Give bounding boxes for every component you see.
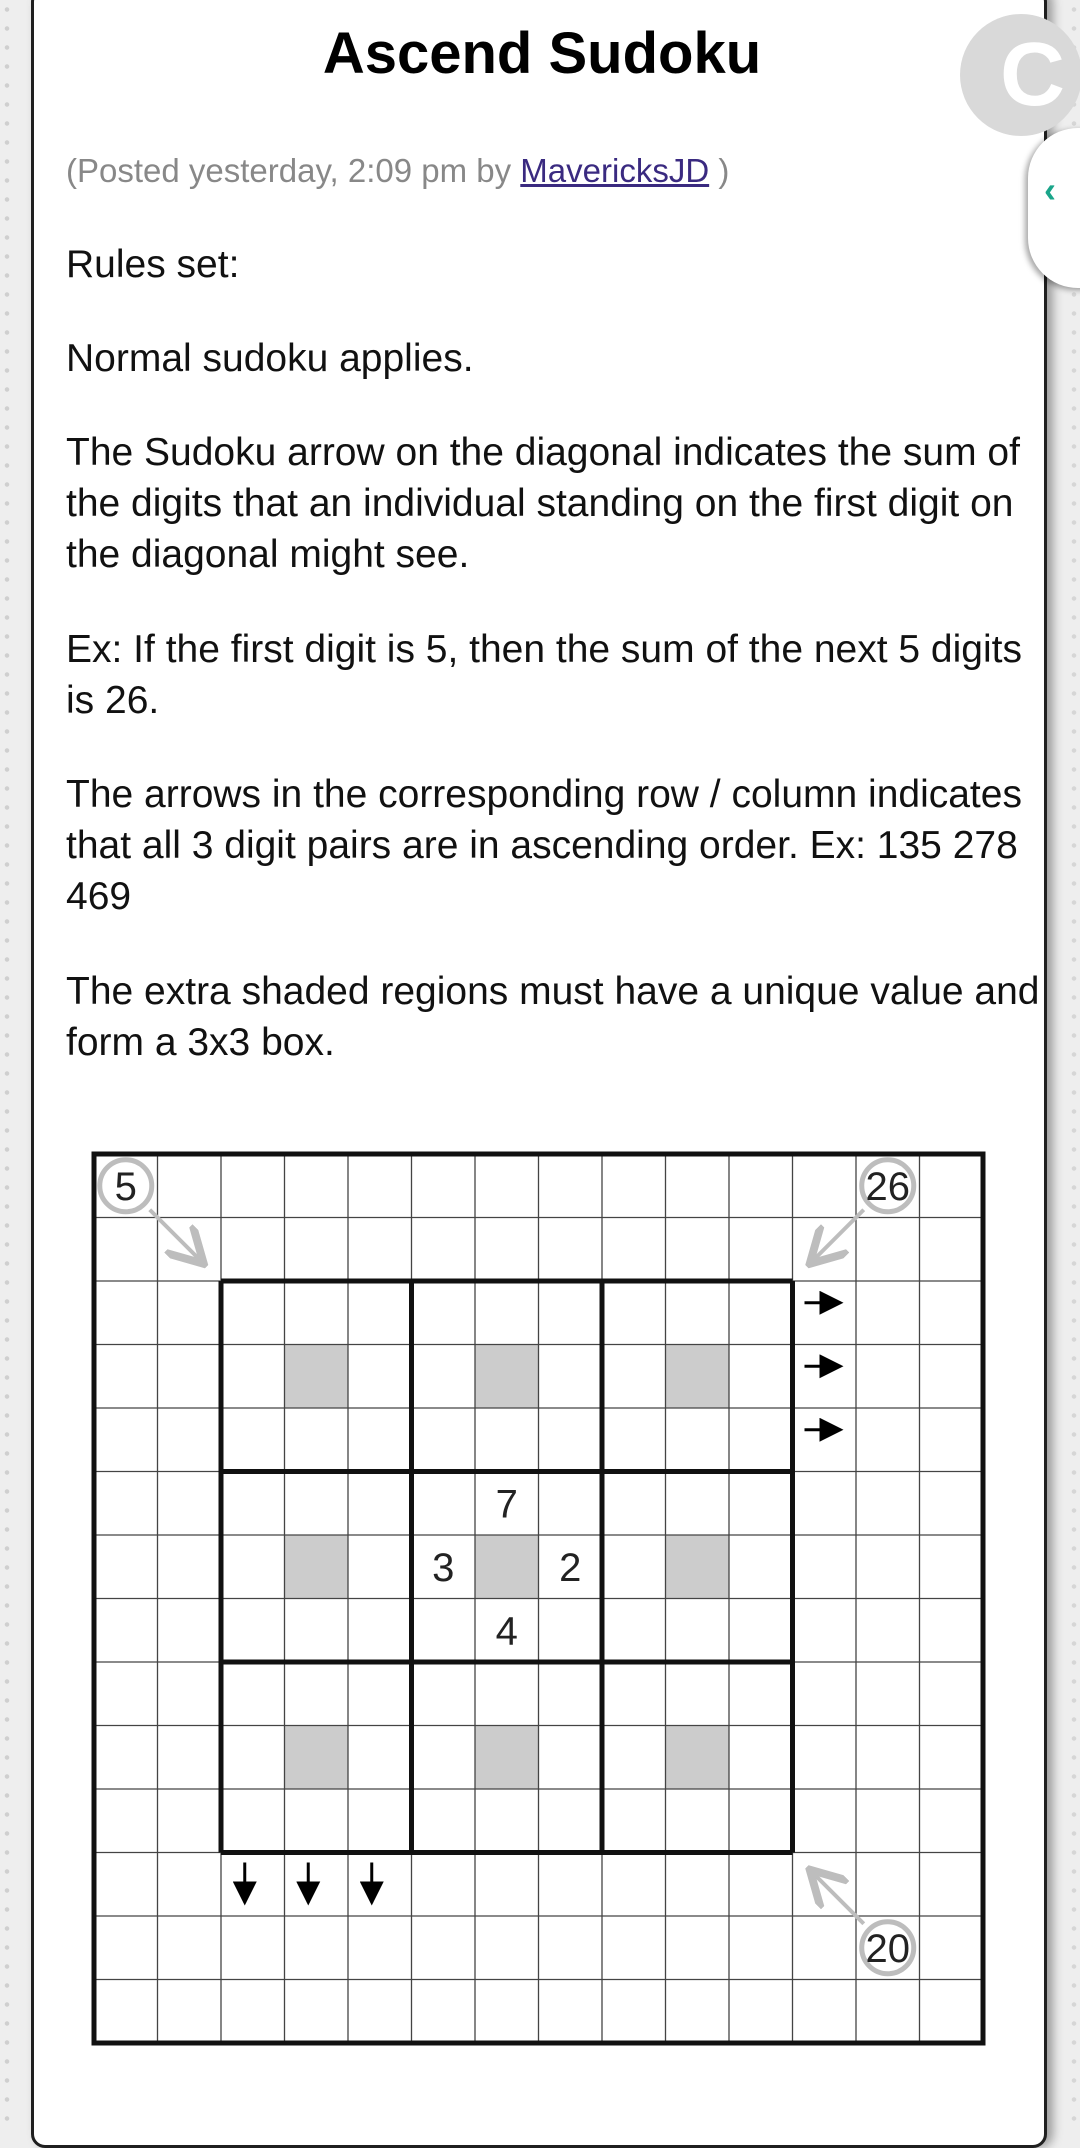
shaded-cell bbox=[475, 1726, 539, 1790]
given-digit: 3 bbox=[432, 1545, 455, 1590]
page-background-right bbox=[1068, 0, 1080, 2122]
shaded-cell bbox=[285, 1345, 349, 1409]
given-digit: 7 bbox=[495, 1482, 518, 1527]
shaded-cell bbox=[285, 1535, 349, 1599]
page-background-left bbox=[0, 0, 14, 2122]
sudoku-puzzle-grid[interactable] bbox=[90, 1150, 990, 2050]
shaded-cell bbox=[285, 1726, 349, 1790]
shaded-cell bbox=[475, 1535, 539, 1599]
given-digit: 4 bbox=[495, 1609, 518, 1654]
rules-paragraph-2: The Sudoku arrow on the diagonal indicates the sum of the digits that an individual standing on the first digit on the diagonal might see. bbox=[66, 431, 1020, 576]
post-meta bbox=[66, 149, 729, 193]
post-meta-suffix: ) bbox=[709, 152, 730, 189]
chevron-left-icon: ‹ bbox=[1044, 169, 1056, 210]
author-link[interactable]: MavericksJD bbox=[520, 152, 710, 189]
rules-paragraph-3: Ex: If the first digit is 5, then the sum of the next 5 digits is 26. bbox=[66, 628, 1022, 722]
shaded-cell bbox=[666, 1345, 730, 1409]
shaded-cell bbox=[666, 1535, 730, 1599]
clue-number: 5 bbox=[114, 1164, 137, 1209]
given-digit: 2 bbox=[559, 1545, 582, 1590]
page-title: Ascend Sudoku bbox=[322, 21, 762, 86]
rules-paragraph-1: Normal sudoku applies. bbox=[66, 337, 474, 380]
post-meta-prefix: (Posted yesterday, 2:09 pm by bbox=[66, 152, 521, 189]
clue-number: 26 bbox=[865, 1164, 910, 1209]
rules-heading: Rules set: bbox=[66, 243, 240, 286]
c-logo-glyph: C bbox=[1000, 25, 1065, 125]
rules-paragraph-5: The extra shaded regions must have a unique value and form a 3x3 box. bbox=[66, 970, 1040, 1064]
clue-number: 20 bbox=[865, 1926, 910, 1971]
shaded-cell bbox=[475, 1345, 539, 1409]
rules-paragraph-4: The arrows in the corresponding row / column indicates that all 3 digit pairs are in ascending order. Ex: 135 278 469 bbox=[66, 773, 1022, 918]
shaded-cell bbox=[666, 1726, 730, 1790]
